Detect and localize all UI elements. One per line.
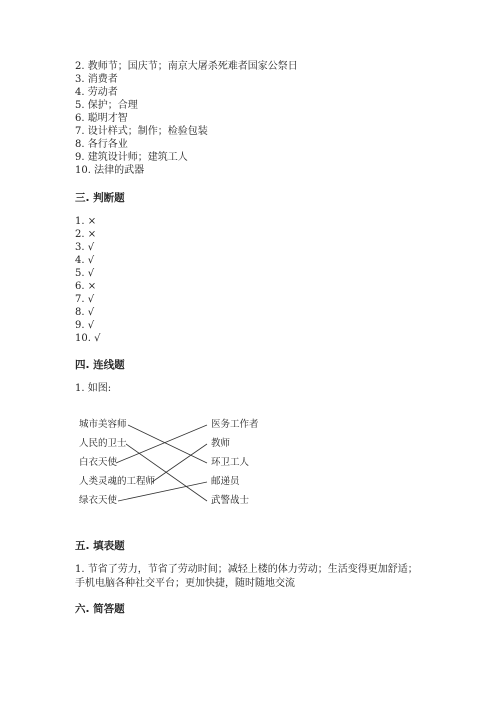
right-item-4: 邮递员 [211,476,240,487]
section-heading-matching: 四. 连线题 [75,359,125,371]
matching-intro: 1. 如图: [75,383,112,394]
right-item-2: 教师 [211,438,231,449]
section-heading-short-answer: 六. 简答题 [75,603,125,615]
left-item-1: 城市美容师 [79,419,127,430]
left-item-4: 人类灵魂的工程师 [79,476,156,487]
fill-answer-5: 5. 保护；合理 [75,100,138,111]
left-item-3: 白衣天使 [79,457,118,468]
fill-answer-8: 8. 各行各业 [75,139,128,150]
fill-answer-9: 9. 建筑设计师；建筑工人 [75,152,188,163]
judgment-answer-3: 3. √ [75,242,95,253]
section-heading-judgment: 三. 判断题 [75,192,125,204]
left-item-5: 绿衣天使 [79,495,118,506]
judgment-answer-10: 10. √ [75,333,101,344]
judgment-answer-8: 8. √ [75,307,95,318]
judgment-answer-7: 7. √ [75,294,95,305]
judgment-answer-9: 9. √ [75,320,95,331]
judgment-answer-1: 1. × [75,216,97,227]
judgment-answer-4: 4. √ [75,255,95,266]
section-heading-table: 五. 填表题 [75,540,125,552]
match-line-1 [128,425,207,463]
fill-answer-7: 7. 设计样式；制作；检验包装 [75,126,208,137]
left-item-2: 人民的卫士 [79,438,127,449]
fill-answer-10: 10. 法律的武器 [75,165,145,176]
fill-answer-4: 4. 劳动者 [75,87,118,98]
fill-answer-2: 2. 教师节；国庆节；南京大屠杀死难者国家公祭日 [75,61,298,72]
match-line-3 [116,425,207,463]
judgment-answer-2: 2. × [75,229,97,240]
table-answer-line-2: 手机电脑各种社交平台；更加快捷，随时随地交流 [75,578,295,589]
right-item-5: 武警战士 [211,495,250,506]
judgment-answer-6: 6. × [75,281,97,292]
table-answer-line-1: 1. 节省了劳力，节省了劳动时间；减轻上楼的体力劳动；生活变得更加舒适； [75,564,418,575]
fill-answer-6: 6. 聪明才智 [75,113,128,124]
right-item-3: 环卫工人 [211,457,250,468]
right-item-1: 医务工作者 [211,419,259,430]
judgment-answer-5: 5. √ [75,268,95,279]
fill-answer-3: 3. 消费者 [75,74,118,85]
